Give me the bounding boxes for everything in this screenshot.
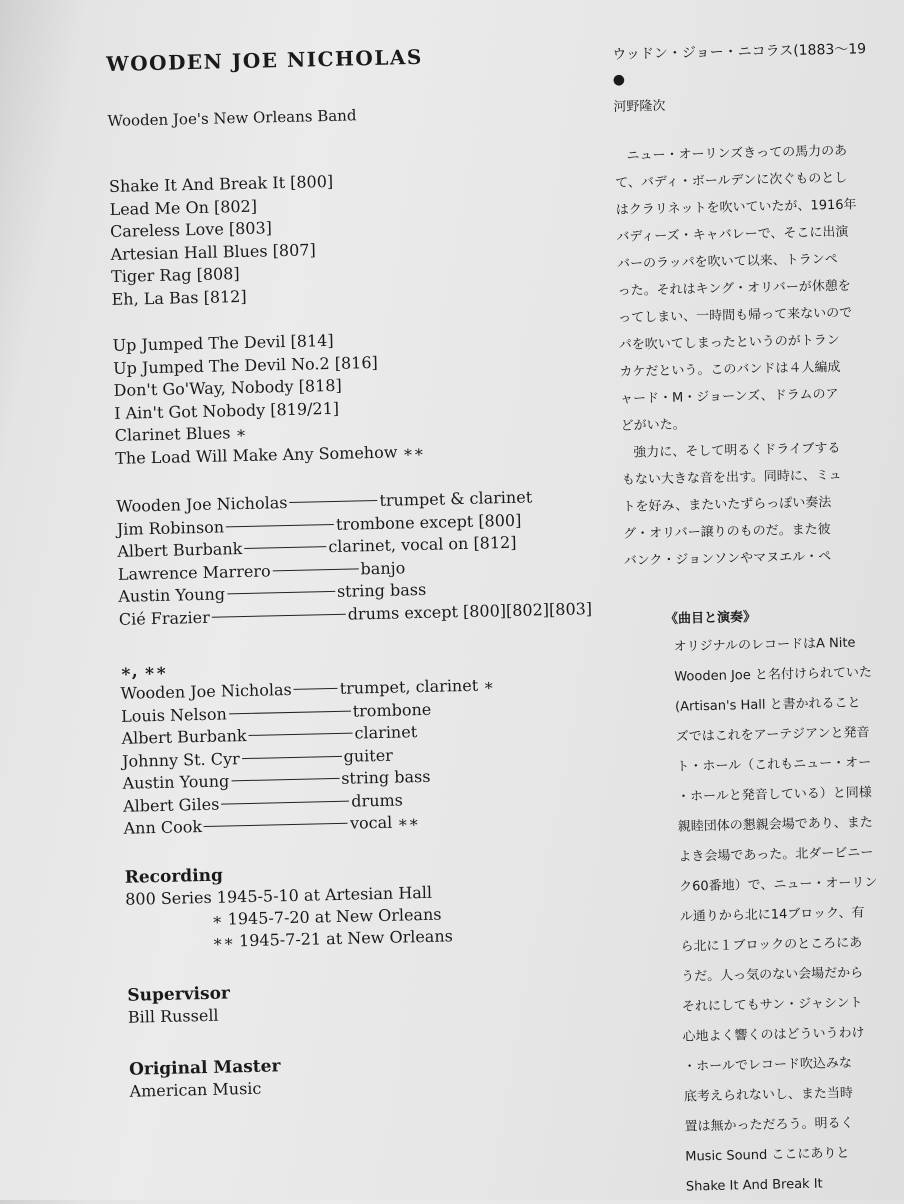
leader-line: [249, 733, 353, 736]
jp-text-line: グ・オリバー譲りのものだ。また彼: [622, 522, 831, 542]
leader-line: [289, 500, 377, 503]
recording-heading: Recording: [124, 865, 224, 888]
bullet-dot: ●: [612, 71, 626, 88]
musician-name: Austin Young: [118, 584, 226, 606]
musician-name: Wooden Joe Nicholas: [116, 493, 288, 516]
instrument-role: trumpet, clarinet ∗: [339, 675, 495, 698]
supervisor-name: Bill Russell: [127, 1005, 219, 1027]
jp-text-line: Shake It And Break It: [685, 1176, 823, 1195]
leader-line: [204, 823, 348, 827]
leader-line: [294, 688, 338, 690]
text-line: Don't Go'Way, Nobody [818]: [113, 375, 342, 400]
original-master-name: American Music: [129, 1078, 262, 1101]
jp-text-line: それにしてもサン・ジャシント: [681, 995, 863, 1015]
jp-text-line: ら北に１ブロックのところにあ: [680, 935, 863, 955]
jp-text-line: て、バディ・ボールデンに次ぐものとし: [614, 170, 848, 191]
jp-text-line: うだ。人っ気のない会場だから: [681, 965, 864, 985]
jp-text-line: ズではこれをアーテジアンと発音: [675, 725, 870, 745]
band-name: Wooden Joe's New Orleans Band: [107, 106, 357, 130]
supervisor-heading: Supervisor: [127, 982, 231, 1006]
instrument-role: clarinet, vocal on [812]: [328, 532, 517, 557]
recording-line: ∗∗ 1945-7-21 at New Orleans: [211, 925, 454, 951]
musician-name: Albert Burbank: [121, 725, 247, 748]
musician-name: Albert Burbank: [117, 539, 243, 561]
text-line: I Ain't Got Nobody [819/21]: [113, 398, 340, 423]
instrument-role: clarinet: [354, 722, 418, 743]
jp-text-line: ャード・M・ジョーンズ、ドラムのア: [619, 386, 839, 407]
instrument-role: trombone except [800]: [335, 510, 522, 534]
text-line: Up Jumped The Devil No.2 [816]: [112, 352, 378, 378]
musician-name: Ann Cook: [123, 817, 203, 838]
jp-text-line: ト・ホール（これもニュー・オー: [676, 755, 872, 775]
jp-text-line: オリジナルのレコードはA Nite: [673, 635, 856, 655]
jp-text-line: パを吹いてしまったというのがトラン: [618, 332, 840, 353]
recording-line: 800 Series 1945-5-10 at Artesian Hall: [125, 882, 433, 909]
japanese-notes: [612, 37, 904, 1204]
text-line: The Load Will Make Any Somehow ∗∗: [114, 441, 425, 468]
instrument-role: banjo: [360, 557, 406, 578]
text-line: Artesian Hall Blues [807]: [110, 239, 316, 264]
leader-line: [212, 613, 346, 617]
text-line: Lead Me On [802]: [109, 196, 258, 219]
jp-text-line: ク60番地）で、ニュー・オーリン: [678, 875, 878, 895]
text-line: Up Jumped The Devil [814]: [112, 330, 334, 355]
musician-name: Albert Giles: [122, 794, 220, 816]
track-list-b: [112, 324, 615, 470]
jp-author: 河野隆次: [613, 98, 666, 115]
jp-text-line: ニュー・オーリンズきっての馬力のあ: [626, 143, 848, 164]
instrument-role: trumpet & clarinet: [379, 487, 533, 510]
original-master-heading: Original Master: [128, 1055, 281, 1080]
jp-text-line: 底考えられないし、また当時: [683, 1085, 854, 1105]
english-credits: [106, 41, 630, 1103]
jp-text-line: もない大きな音を出す。同時に、ミュ: [621, 467, 842, 488]
musician-name: Lawrence Marrero: [117, 560, 271, 584]
musician-name: Johnny St. Cyr: [121, 748, 240, 771]
leader-line: [229, 710, 351, 714]
personnel-list-2: [120, 671, 623, 840]
personnel-list-1: [116, 485, 619, 631]
musician-name: Wooden Joe Nicholas: [120, 679, 292, 703]
text-line: Eh, La Bas [812]: [111, 286, 247, 309]
leader-line: [231, 778, 339, 781]
jp-title: ウッドン・ジョー・ニコラス(1883～19: [612, 41, 867, 63]
jp-text-line: (Artisan's Hall と書かれること: [674, 695, 861, 715]
jp-text-line: トを好み、またいたずらっぽい奏法: [622, 495, 832, 515]
jp-text-line: Music Sound ここにありと: [685, 1145, 850, 1165]
jp-text-line: どがいた。: [620, 417, 686, 434]
personnel-list-2-heading: ∗, ∗∗: [119, 660, 168, 682]
text-line: Clarinet Blues ∗: [114, 422, 247, 445]
jp-paragraph-1: [614, 136, 904, 575]
jp-text-line: 置は無かっただろう。明るく: [684, 1115, 854, 1135]
musician-name: Jim Robinson: [116, 516, 225, 539]
jp-text-line: はクラリネットを吹いていたが、1916年: [615, 197, 857, 218]
text-line: Careless Love [803]: [109, 218, 273, 241]
recording-line: ∗ 1945-7-20 at New Orleans: [211, 904, 442, 929]
instrument-role: drums except [800][802][803]: [347, 598, 593, 624]
instrument-role: drums: [351, 789, 404, 811]
jp-section-heading: 《曲目と演奏》: [664, 609, 757, 627]
instrument-role: string bass: [340, 766, 431, 788]
instrument-role: trombone: [352, 699, 432, 721]
jp-text-line: よき会場であった。北ダービニー: [678, 845, 874, 865]
album-artist-title: WOODEN JOE NICHOLAS: [106, 44, 424, 76]
jp-text-line: 強力に、そして明るくドライブする: [633, 440, 841, 461]
track-list-a: [109, 165, 612, 311]
musician-name: Cié Frazier: [118, 607, 210, 629]
leader-line: [226, 523, 334, 526]
instrument-role: vocal ∗∗: [349, 812, 420, 833]
jp-text-line: 親睦団体の懇親会場であり、また: [677, 815, 873, 835]
text-line: Tiger Rag [808]: [110, 264, 240, 286]
jp-text-line: バンク・ジョンソンやマヌエル・ペ: [623, 549, 832, 569]
leader-line: [227, 591, 335, 594]
instrument-role: string bass: [336, 579, 427, 601]
jp-text-line: った。それはキング・オリバーが休憩を: [617, 278, 851, 299]
jp-text-line: バディーズ・キャバレーで、そこに出演: [616, 224, 849, 245]
jp-text-line: 心地よく響くのはどういうわけ: [682, 1025, 865, 1045]
jp-text-line: カケだという。このバンドは４人編成: [619, 359, 841, 380]
jp-text-line: ・ホールでレコード吹込みな: [683, 1055, 853, 1075]
jp-text-line: ってしまい、一時間も帰って来ないので: [618, 305, 853, 326]
jp-text-line: Wooden Joe と名付けられていた: [674, 665, 873, 685]
musician-name: Louis Nelson: [120, 703, 227, 726]
leader-line: [242, 755, 342, 758]
jp-text-line: ル通りから北に14ブロック、有: [679, 905, 865, 925]
instrument-role: guiter: [343, 745, 394, 766]
jp-text-line: バーのラッパを吹いて以来、トランペ: [616, 251, 838, 272]
leader-line: [273, 568, 359, 571]
text-line: Shake It And Break It [800]: [108, 171, 334, 196]
jp-text-line: ・ホールと発音している）と同様: [676, 785, 872, 805]
leader-line: [221, 800, 349, 804]
leader-line: [244, 546, 326, 549]
musician-name: Austin Young: [122, 771, 230, 793]
jp-paragraph-2: [673, 627, 904, 1203]
